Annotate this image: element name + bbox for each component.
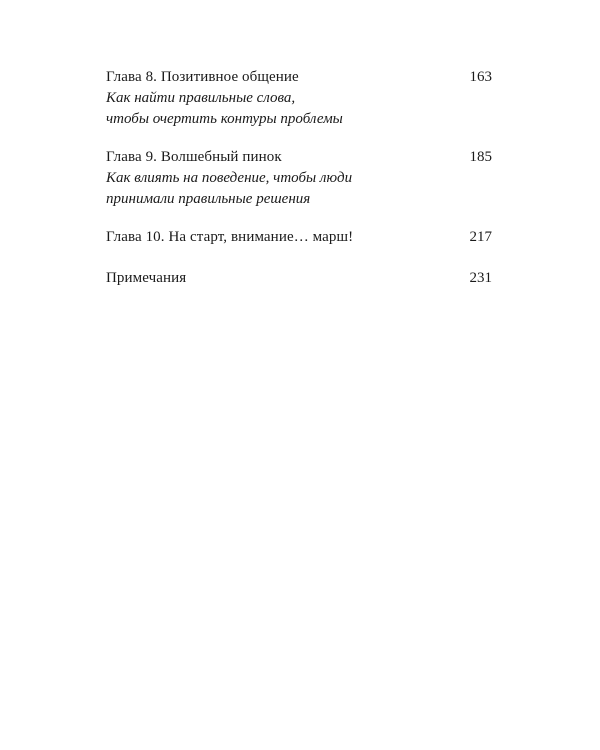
toc-entry-chapter-8 [106,67,492,130]
chapter-subtitle-line: Как влиять на поведение, чтобы люди [106,170,353,186]
toc-entry-row [106,227,492,248]
notes-title: Примечания [106,270,187,286]
toc-entry-chapter-10 [106,227,492,248]
toc-entry-row [106,147,492,168]
table-of-contents [106,67,492,306]
chapter-title: Глава 8. Позитивное общение [106,69,299,85]
chapter-title: Глава 10. На старт, внимание… марш! [106,229,354,245]
toc-entry-row [106,268,492,289]
toc-entry-chapter-9 [106,147,492,210]
chapter-title: Глава 9. Волшебный пинок [106,149,282,165]
toc-entry-notes [106,268,492,289]
page-number: 217 [469,229,492,245]
page-number: 163 [469,69,492,85]
chapter-subtitle-line: чтобы очертить контуры проблемы [106,111,343,127]
page-number: 185 [469,149,492,165]
chapter-subtitle-line: принимали правильные решения [106,191,311,207]
page-number: 231 [469,270,492,286]
chapter-subtitle-line: Как найти правильные слова, [106,90,296,106]
toc-entry-row [106,67,492,88]
